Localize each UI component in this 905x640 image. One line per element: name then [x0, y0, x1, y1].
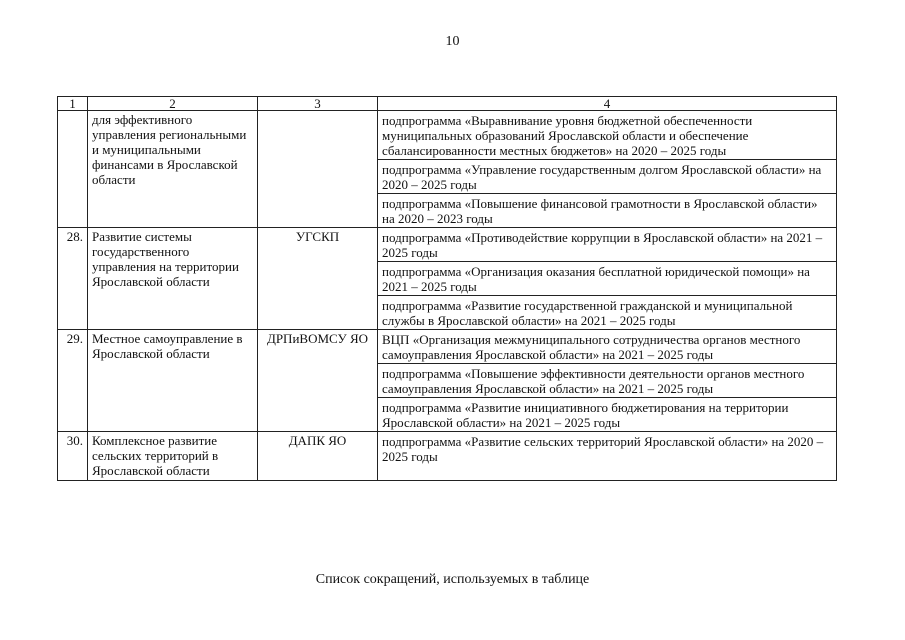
table-row	[58, 228, 837, 330]
row-number: 29.	[58, 330, 88, 432]
subprogram-item: подпрограмма «Организация оказания бесплатной юридической помощи» на 2021 – 2025 годы	[378, 261, 836, 295]
row-number: 28.	[58, 228, 88, 330]
header-cell: 1	[58, 97, 88, 111]
responsible-body: ДАПК ЯО	[258, 432, 378, 481]
subprograms-cell	[378, 111, 837, 228]
header-cell: 3	[258, 97, 378, 111]
responsible-body: ДРПиВОМСУ ЯО	[258, 330, 378, 432]
abbreviations-caption: Список сокращений, используемых в таблице	[315, 572, 590, 587]
programs-table	[57, 96, 837, 481]
page-number: 10	[445, 34, 460, 49]
program-name: для эффективного управления региональными и муниципальными финансами в Ярославской области	[88, 111, 258, 228]
responsible-body	[258, 111, 378, 228]
table-row	[58, 330, 837, 432]
program-name: Комплексное развитие сельских территорий в Ярославской области	[88, 432, 258, 481]
program-name: Развитие системы государственного управления на территории Ярославской области	[88, 228, 258, 330]
program-name: Местное самоуправление в Ярославской области	[88, 330, 258, 432]
responsible-body: УГСКП	[258, 228, 378, 330]
subprogram-item: подпрограмма «Выравнивание уровня бюджетной обеспеченности муниципальных образований Ярославской области и обеспечение сбалансированности местных бюджетов» на 2020 – 2025 годы	[382, 113, 753, 158]
subprogram-item: подпрограмма «Повышение эффективности деятельности органов местного самоуправления Ярославской области» на 2021 – 2025 годы	[378, 363, 836, 397]
subprograms-cell	[378, 330, 837, 432]
header-cell: 2	[88, 97, 258, 111]
subprogram-item: подпрограмма «Противодействие коррупции в Ярославской области» на 2021 – 2025 годы	[382, 230, 823, 260]
table-row	[58, 432, 837, 481]
subprogram-item: подпрограмма «Повышение финансовой грамотности в Ярославской области» на 2020 – 2023 годы	[378, 193, 836, 227]
header-cell: 4	[378, 97, 837, 111]
table-row	[58, 111, 837, 228]
subprograms-cell	[378, 228, 837, 330]
subprogram-item: подпрограмма «Развитие инициативного бюджетирования на территории Ярославской области» на 2021 – 2025 годы	[378, 397, 836, 431]
row-number	[58, 111, 88, 228]
subprograms-cell	[378, 432, 837, 481]
subprogram-item: ВЦП «Организация межмуниципального сотрудничества органов местного самоуправления Ярославской области» на 2021 – 2025 годы	[382, 332, 801, 362]
row-number: 30.	[58, 432, 88, 481]
table-header-row	[58, 97, 837, 111]
subprogram-item: подпрограмма «Управление государственным долгом Ярославской области» на 2020 – 2025 годы	[378, 159, 836, 193]
subprogram-item: подпрограмма «Развитие сельских территорий Ярославской области» на 2020 – 2025 годы	[382, 434, 824, 464]
subprogram-item: подпрограмма «Развитие государственной гражданской и муниципальной службы в Ярославской области» на 2021 – 2025 годы	[378, 295, 836, 329]
